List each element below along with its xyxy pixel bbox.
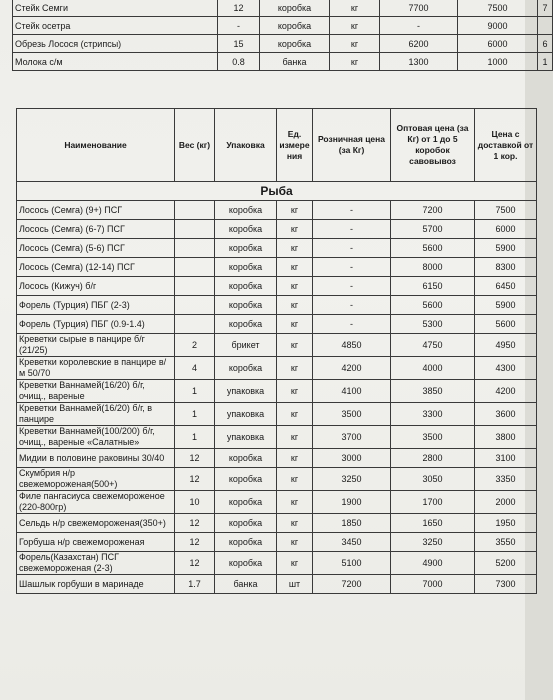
cell-retail: - [313, 296, 391, 315]
cell-pack: упаковка [215, 380, 277, 403]
table-row [17, 552, 537, 575]
cell-delivery: 1950 [475, 514, 537, 533]
cell-wholesale: 3300 [391, 403, 475, 426]
cell-weight: 12 [218, 0, 260, 17]
cell-pack: коробка [215, 239, 277, 258]
table-row [17, 426, 537, 449]
cell-weight: 1 [175, 426, 215, 449]
cell-retail: 5100 [313, 552, 391, 575]
cell-weight: 12 [175, 514, 215, 533]
cell-wholesale: 6150 [391, 277, 475, 296]
cell-weight: 0.8 [218, 53, 260, 71]
cell-pack: коробка [215, 277, 277, 296]
cell-unit: кг [330, 35, 380, 53]
cell-unit: кг [330, 17, 380, 35]
cell-pack: коробка [260, 0, 330, 17]
cell-retail: - [313, 201, 391, 220]
cell-wholesale: 5300 [391, 315, 475, 334]
cell-name: Стейк осетра [13, 17, 218, 35]
cell-pack: коробка [260, 35, 330, 53]
cell-delivery: 7 [538, 0, 553, 17]
cell-retail: 1900 [313, 491, 391, 514]
cell-pack: коробка [215, 533, 277, 552]
cell-delivery: 8300 [475, 258, 537, 277]
cell-retail: 1300 [380, 53, 458, 71]
cell-name: Мидии в половине раковины 30/40 [17, 449, 175, 468]
cell-wholesale: 4000 [391, 357, 475, 380]
table-row [13, 17, 553, 35]
main-price-table [16, 108, 537, 594]
cell-name: Скумбрия н/р свежемороженая(500+) [17, 468, 175, 491]
cell-retail: 4850 [313, 334, 391, 357]
header-pack: Упаковка [215, 109, 277, 182]
cell-unit: кг [277, 334, 313, 357]
header-weight: Вес (кг) [175, 109, 215, 182]
cell-wholesale: 7500 [458, 0, 538, 17]
cell-name: Лосось (Семга) (9+) ПСГ [17, 201, 175, 220]
cell-unit: кг [277, 357, 313, 380]
cell-pack: банка [260, 53, 330, 71]
header-name: Наименование [17, 109, 175, 182]
cell-retail: - [313, 258, 391, 277]
table-row [17, 575, 537, 594]
cell-unit: кг [277, 296, 313, 315]
cell-delivery: 5900 [475, 296, 537, 315]
cell-pack: коробка [260, 17, 330, 35]
header-row [17, 109, 537, 182]
cell-delivery: 5200 [475, 552, 537, 575]
cell-retail: 7700 [380, 0, 458, 17]
cell-weight: 2 [175, 334, 215, 357]
cell-wholesale: 5600 [391, 239, 475, 258]
cell-pack: коробка [215, 468, 277, 491]
cell-pack: банка [215, 575, 277, 594]
cell-name: Обрезь Лосося (стрипсы) [13, 35, 218, 53]
cell-delivery: 3800 [475, 426, 537, 449]
header-unit: Ед. измере ния [277, 109, 313, 182]
cell-unit: кг [277, 468, 313, 491]
cell-pack: коробка [215, 491, 277, 514]
cell-delivery: 1 [538, 53, 553, 71]
cell-weight: 4 [175, 357, 215, 380]
cell-name: Лосось (Кижуч) б/г [17, 277, 175, 296]
section-title: Рыба [17, 182, 537, 201]
cell-wholesale: 3500 [391, 426, 475, 449]
cell-name: Сельдь н/р свежемороженая(350+) [17, 514, 175, 533]
cell-pack: коробка [215, 514, 277, 533]
cell-wholesale: 2800 [391, 449, 475, 468]
cell-unit: кг [277, 220, 313, 239]
cell-retail: - [313, 277, 391, 296]
table-row [17, 277, 537, 296]
cell-pack: коробка [215, 552, 277, 575]
cell-wholesale: 4900 [391, 552, 475, 575]
cell-name: Лосось (Семга) (6-7) ПСГ [17, 220, 175, 239]
cell-delivery: 2000 [475, 491, 537, 514]
cell-retail: 6200 [380, 35, 458, 53]
header-delivery: Цена с доставкой от 1 кор. [475, 109, 537, 182]
cell-pack: коробка [215, 449, 277, 468]
table-row [17, 258, 537, 277]
cell-pack: коробка [215, 296, 277, 315]
cell-delivery: 5600 [475, 315, 537, 334]
cell-weight: 12 [175, 533, 215, 552]
cell-unit: кг [277, 514, 313, 533]
cell-name: Молока с/м [13, 53, 218, 71]
table-row [13, 0, 553, 17]
cell-wholesale: 5600 [391, 296, 475, 315]
cell-unit: кг [277, 315, 313, 334]
cell-unit: кг [277, 258, 313, 277]
cell-retail: 4200 [313, 357, 391, 380]
table-row [17, 491, 537, 514]
cell-name: Филе пангасиуса свежемороженое (220-800гр) [17, 491, 175, 514]
table-row [17, 220, 537, 239]
cell-delivery: 6450 [475, 277, 537, 296]
cell-weight: 10 [175, 491, 215, 514]
cell-weight: 12 [175, 552, 215, 575]
cell-retail: - [313, 220, 391, 239]
cell-weight [175, 277, 215, 296]
cell-unit: шт [277, 575, 313, 594]
cell-weight [175, 315, 215, 334]
cell-wholesale: 3250 [391, 533, 475, 552]
cell-unit: кг [277, 426, 313, 449]
cell-name: Креветки сырые в панцире б/г (21/25) [17, 334, 175, 357]
cell-unit: кг [330, 53, 380, 71]
cell-name: Стейк Семги [13, 0, 218, 17]
cell-unit: кг [277, 380, 313, 403]
cell-wholesale: 1000 [458, 53, 538, 71]
cell-pack: брикет [215, 334, 277, 357]
cell-name: Шашлык горбуши в маринаде [17, 575, 175, 594]
cell-weight [175, 296, 215, 315]
cell-delivery: 6 [538, 35, 553, 53]
header-retail: Розничная цена (за Кг) [313, 109, 391, 182]
cell-unit: кг [277, 403, 313, 426]
table-row [17, 239, 537, 258]
cell-wholesale: 8000 [391, 258, 475, 277]
cell-pack: коробка [215, 357, 277, 380]
table-row [17, 357, 537, 380]
cell-unit: кг [277, 533, 313, 552]
cell-retail: 1850 [313, 514, 391, 533]
table-row [17, 403, 537, 426]
cell-wholesale: 7000 [391, 575, 475, 594]
cell-weight: 12 [175, 449, 215, 468]
cell-retail: - [313, 315, 391, 334]
cell-weight: - [218, 17, 260, 35]
cell-retail: - [313, 239, 391, 258]
cell-retail: 3700 [313, 426, 391, 449]
cell-name: Форель (Турция) ПБГ (0.9-1.4) [17, 315, 175, 334]
section-row [17, 182, 537, 201]
cell-wholesale: 9000 [458, 17, 538, 35]
table-row [13, 35, 553, 53]
cell-wholesale: 6000 [458, 35, 538, 53]
cell-retail: 3000 [313, 449, 391, 468]
cell-pack: упаковка [215, 426, 277, 449]
table-row [17, 468, 537, 491]
cell-weight: 1 [175, 380, 215, 403]
cell-unit: кг [330, 0, 380, 17]
cell-pack: упаковка [215, 403, 277, 426]
table-row [13, 53, 553, 71]
table-row [17, 315, 537, 334]
cell-pack: коробка [215, 258, 277, 277]
cell-name: Креветки Ваннамей(16/20) б/г, в панцире [17, 403, 175, 426]
cell-delivery: 6000 [475, 220, 537, 239]
cell-weight: 12 [175, 468, 215, 491]
cell-name: Форель (Турция) ПБГ (2-3) [17, 296, 175, 315]
cell-weight: 1 [175, 403, 215, 426]
cell-pack: коробка [215, 201, 277, 220]
cell-unit: кг [277, 449, 313, 468]
table-row [17, 449, 537, 468]
top-table-body [13, 0, 553, 71]
cell-retail: - [380, 17, 458, 35]
cell-retail: 4100 [313, 380, 391, 403]
cell-weight [175, 239, 215, 258]
header-wholesale: Оптовая цена (за Кг) от 1 до 5 коробок савовывоз [391, 109, 475, 182]
cell-unit: кг [277, 552, 313, 575]
cell-name: Лосось (Семга) (5-6) ПСГ [17, 239, 175, 258]
cell-delivery: 7300 [475, 575, 537, 594]
table-row [17, 533, 537, 552]
cell-delivery: 4950 [475, 334, 537, 357]
cell-delivery: 3100 [475, 449, 537, 468]
cell-wholesale: 4750 [391, 334, 475, 357]
cell-weight [175, 220, 215, 239]
table-row [17, 296, 537, 315]
cell-delivery: 3600 [475, 403, 537, 426]
cell-retail: 3500 [313, 403, 391, 426]
cell-name: Креветки Ваннамей(100/200) б/г, очищ., вареные «Салатные» [17, 426, 175, 449]
cell-retail: 7200 [313, 575, 391, 594]
cell-weight: 15 [218, 35, 260, 53]
cell-delivery: 4300 [475, 357, 537, 380]
cell-name: Форель(Казахстан) ПСГ свежемороженая (2-3) [17, 552, 175, 575]
table-row [17, 201, 537, 220]
cell-retail: 3450 [313, 533, 391, 552]
cell-weight [175, 201, 215, 220]
cell-unit: кг [277, 491, 313, 514]
cell-wholesale: 3850 [391, 380, 475, 403]
cell-wholesale: 3050 [391, 468, 475, 491]
top-price-table [12, 0, 553, 71]
cell-weight [175, 258, 215, 277]
cell-wholesale: 5700 [391, 220, 475, 239]
table-row [17, 514, 537, 533]
cell-unit: кг [277, 201, 313, 220]
main-table-body [17, 182, 537, 594]
cell-pack: коробка [215, 315, 277, 334]
cell-unit: кг [277, 277, 313, 296]
cell-name: Лосось (Семга) (12-14) ПСГ [17, 258, 175, 277]
cell-retail: 3250 [313, 468, 391, 491]
cell-wholesale: 1700 [391, 491, 475, 514]
cell-delivery: 7500 [475, 201, 537, 220]
cell-weight: 1.7 [175, 575, 215, 594]
cell-name: Креветки королевские в панцире в/м 50/70 [17, 357, 175, 380]
cell-delivery: 3550 [475, 533, 537, 552]
table-row [17, 334, 537, 357]
cell-wholesale: 7200 [391, 201, 475, 220]
cell-pack: коробка [215, 220, 277, 239]
cell-delivery: 3350 [475, 468, 537, 491]
cell-unit: кг [277, 239, 313, 258]
cell-delivery: 4200 [475, 380, 537, 403]
cell-delivery [538, 17, 553, 35]
cell-name: Креветки Ваннамей(16/20) б/г, очищ., вареные [17, 380, 175, 403]
table-row [17, 380, 537, 403]
cell-name: Горбуша н/р свежемороженая [17, 533, 175, 552]
cell-wholesale: 1650 [391, 514, 475, 533]
cell-delivery: 5900 [475, 239, 537, 258]
